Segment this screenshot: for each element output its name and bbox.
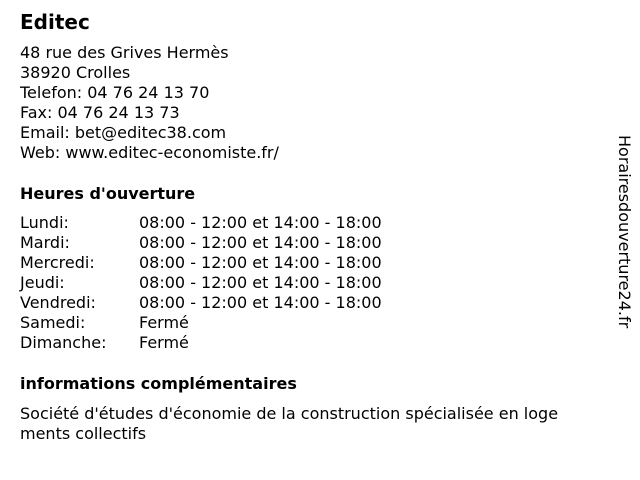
- hours-day: Jeudi:: [20, 273, 65, 292]
- hours-time: 08:00 - 12:00 et 14:00 - 18:00: [139, 273, 382, 292]
- hours-time: Fermé: [139, 313, 189, 332]
- phone-number: Telefon: 04 76 24 13 70: [20, 83, 210, 102]
- address-city: 38920 Crolles: [20, 63, 131, 82]
- hours-day: Vendredi:: [20, 293, 96, 312]
- hours-time: Fermé: [139, 333, 189, 352]
- opening-hours-heading: Heures d'ouverture: [20, 184, 196, 203]
- contact-block: [20, 43, 279, 163]
- fax-number: Fax: 04 76 24 13 73: [20, 103, 180, 122]
- hours-day: Lundi:: [20, 213, 69, 232]
- email-address: Email: bet@editec38.com: [20, 123, 227, 142]
- address-street: 48 rue des Grives Hermès: [20, 43, 229, 62]
- additional-info-text: Société d'études d'économie de la construction spécialisée en logements collectifs: [20, 404, 559, 443]
- hours-time: 08:00 - 12:00 et 14:00 - 18:00: [139, 213, 382, 232]
- hours-time: 08:00 - 12:00 et 14:00 - 18:00: [139, 253, 382, 272]
- site-watermark: Horairesdouverture24.fr: [615, 135, 634, 329]
- hours-day: Dimanche:: [20, 333, 107, 352]
- hours-day: Mardi:: [20, 233, 70, 252]
- hours-day: Mercredi:: [20, 253, 95, 272]
- hours-day: Samedi:: [20, 313, 86, 332]
- hours-time: 08:00 - 12:00 et 14:00 - 18:00: [139, 293, 382, 312]
- additional-info-heading: informations complémentaires: [20, 374, 297, 393]
- website-address: Web: www.editec-economiste.fr/: [20, 143, 279, 162]
- business-name: Editec: [20, 10, 90, 34]
- hours-time: 08:00 - 12:00 et 14:00 - 18:00: [139, 233, 382, 252]
